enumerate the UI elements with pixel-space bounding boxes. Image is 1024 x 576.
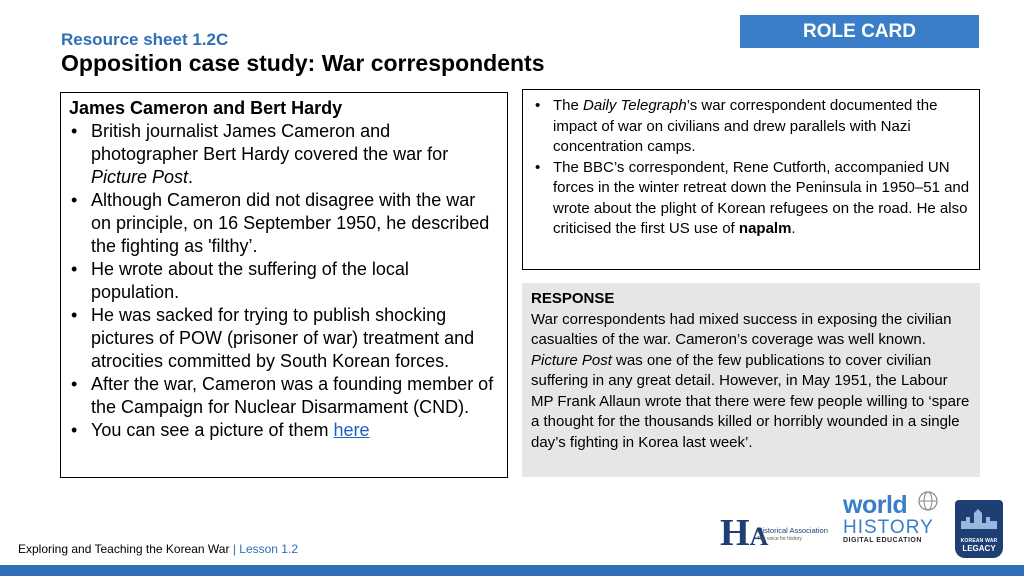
list-item [69, 120, 499, 189]
response-text-part: was one of the few publications to cover civilian suffering in any great detail. However, in May 1951, the Labour MP Frank Allaun wrote that there were few people willing to ‘spare a thought for the thousands killed or horribly wounded in a single day’s fighting in Korea last week’. [531, 351, 970, 451]
ha-name: Historical Association [757, 526, 828, 535]
footer-title: Exploring and Teaching the Korean War [18, 542, 230, 556]
item-text: . [791, 220, 796, 237]
item-text: The [553, 97, 584, 114]
footer-separator: | [232, 542, 236, 556]
cameron-hardy-list [69, 120, 499, 442]
skyline-icon [961, 507, 997, 529]
page-title: Opposition case study: War correspondents [61, 50, 545, 76]
ha-text [757, 526, 828, 544]
wh-history: HISTORY [843, 517, 934, 538]
kwl-top: KOREAN WAR [960, 538, 998, 544]
wh-digital: DIGITAL EDUCATION [843, 537, 922, 544]
item-text: . [188, 167, 194, 187]
footer-lesson: Lesson 1.2 [239, 542, 298, 556]
response-heading: RESPONSE [531, 290, 615, 307]
world-history-logo [843, 492, 941, 558]
list-item: • After the war, Cameron was a founding member of the Campaign for Nuclear Disarmament (CND). [69, 373, 499, 419]
correspondents-list [531, 96, 971, 240]
ha-mark-icon: HA [720, 512, 769, 554]
list-item: • Although Cameron did not disagree with the war on principle, on 16 September 1950, he described the fighting as 'filthy’. [69, 189, 499, 258]
box-heading: James Cameron and Bert Hardy [69, 98, 343, 118]
list-item: • He wrote about the suffering of the local population. [69, 258, 499, 304]
list-item: • He was sacked for trying to publish shocking pictures of POW (prisoner of war) treatment and atrocities committed by South Korean forces. [69, 304, 499, 373]
key-term: napalm [738, 220, 792, 237]
footer-bar [0, 565, 1024, 576]
item-text: You can see a picture of them [91, 420, 334, 440]
list-item [69, 419, 499, 442]
item-text: British journalist James Cameron and photographer Bert Hardy covered the war for [91, 121, 449, 164]
korean-war-legacy-logo [955, 500, 1003, 558]
list-item [531, 96, 971, 158]
list-item [531, 158, 971, 240]
correspondents-box [522, 89, 980, 270]
response-text-part: War correspondents had mixed success in exposing the civilian casualties of the war. Cameron’s coverage was well known. [531, 310, 952, 348]
item-text: ’s war correspondent documented the impact of war on civilians and drew parallels with Nazi concentration camps. [553, 97, 938, 155]
item-text: The BBC’s correspondent, Rene Cutforth, accompanied UN forces in the winter retreat down the Peninsula in 1950–51 and wrote about the plight of Korean refugees on the road. He also criticised the first US use of [553, 158, 970, 237]
resource-sheet-label: Resource sheet 1.2C [61, 30, 229, 49]
ha-tagline: The voice for history [757, 536, 803, 542]
kwl-legacy: LEGACY [962, 544, 996, 553]
response-text [531, 310, 971, 454]
globe-icon [917, 490, 939, 512]
wh-world: world [843, 491, 908, 519]
role-card-badge: ROLE CARD [740, 15, 979, 48]
here-link[interactable]: here [333, 420, 370, 440]
historical-association-logo [720, 512, 830, 555]
response-box [522, 283, 980, 477]
footer [18, 542, 298, 556]
publication-name: Picture Post [531, 351, 612, 369]
publication-name: Daily Telegraph [583, 97, 687, 114]
cameron-hardy-box [60, 92, 508, 478]
publication-name: Picture Post [91, 167, 189, 187]
